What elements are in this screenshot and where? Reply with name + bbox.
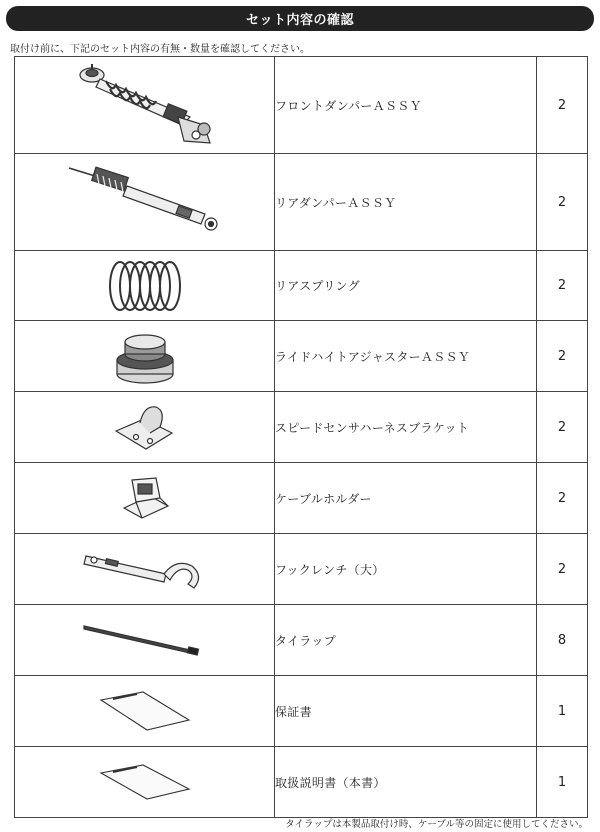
- parts-table: [14, 56, 588, 818]
- part-qty: 1: [537, 676, 588, 747]
- part-name: リアスプリング: [275, 251, 537, 321]
- part-name: 取扱説明書（本書）: [275, 747, 537, 818]
- hook-wrench-icon: [80, 544, 210, 594]
- part-qty: 2: [537, 251, 588, 321]
- part-name: スピードセンサハーネスブラケット: [275, 392, 537, 463]
- part-qty: 2: [537, 321, 588, 392]
- part-name: ライドハイトアジャスターＡＳＳＹ: [275, 321, 537, 392]
- part-name: 保証書: [275, 676, 537, 747]
- part-qty: 8: [537, 605, 588, 676]
- table-row: [15, 154, 588, 251]
- part-name: タイラップ: [275, 605, 537, 676]
- table-row: [15, 605, 588, 676]
- part-name: リアダンパーＡＳＳＹ: [275, 154, 537, 251]
- table-row: [15, 747, 588, 818]
- table-row: [15, 57, 588, 154]
- part-qty: 2: [537, 534, 588, 605]
- part-qty: 2: [537, 463, 588, 534]
- sensor-bracket-icon: [110, 397, 180, 457]
- part-name: フックレンチ（大）: [275, 534, 537, 605]
- part-qty: 1: [537, 747, 588, 818]
- table-row: [15, 251, 588, 321]
- tie-wrap-icon: [80, 620, 210, 660]
- warranty-card-icon: [95, 688, 195, 734]
- part-name: ケーブルホルダー: [275, 463, 537, 534]
- front-damper-icon: [70, 59, 220, 151]
- table-row: [15, 676, 588, 747]
- table-row: [15, 534, 588, 605]
- table-row: [15, 463, 588, 534]
- header-bar: [6, 6, 594, 31]
- footnote: タイラップは本製品取付け時、ケーブル等の固定に使用してください。: [285, 819, 588, 830]
- part-qty: 2: [537, 392, 588, 463]
- cable-holder-icon: [110, 468, 180, 528]
- rear-spring-icon: [100, 257, 190, 315]
- part-name: フロントダンパーＡＳＳＹ: [275, 57, 537, 154]
- table-row: [15, 392, 588, 463]
- page-title: セット内容の確認: [245, 13, 354, 28]
- part-qty: 2: [537, 154, 588, 251]
- part-qty: 2: [537, 57, 588, 154]
- rear-damper-icon: [65, 162, 225, 242]
- manual-icon: [95, 759, 195, 805]
- table-row: [15, 321, 588, 392]
- ride-height-adjuster-icon: [110, 326, 180, 386]
- intro-text: 取付け前に、下記のセット内容の有無・数量を確認してください。: [10, 44, 310, 55]
